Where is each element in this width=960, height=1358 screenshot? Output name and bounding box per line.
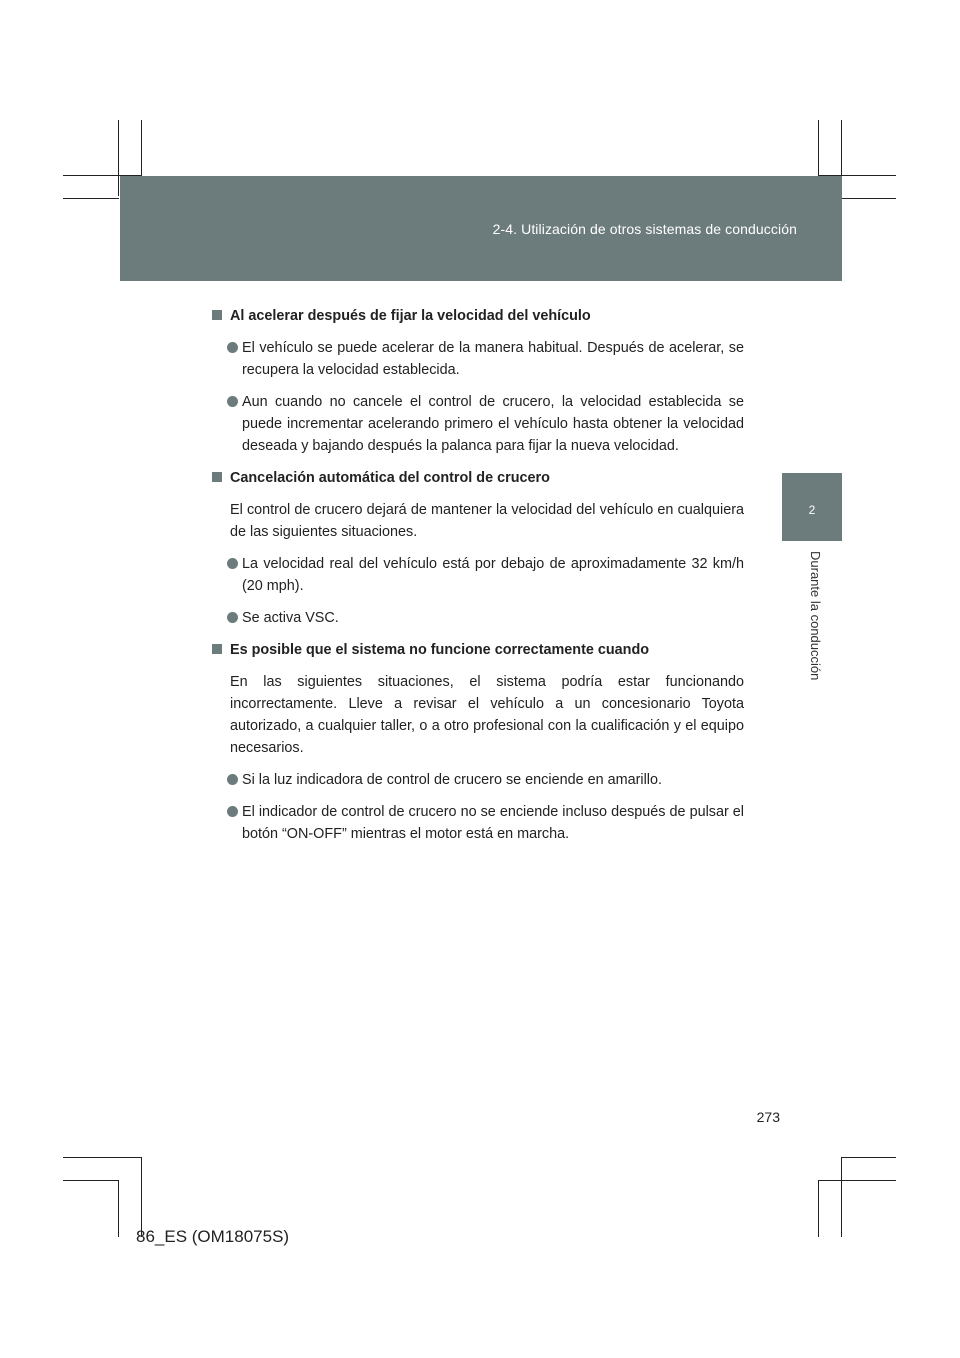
section-title: 2-4. Utilización de otros sistemas de conducción xyxy=(492,221,797,237)
list-item xyxy=(212,607,744,629)
list-item xyxy=(212,391,744,457)
circle-bullet-icon xyxy=(227,774,238,785)
section-heading xyxy=(212,305,744,327)
circle-bullet-icon xyxy=(227,612,238,623)
crop-mark xyxy=(63,1157,141,1158)
crop-mark xyxy=(63,1180,119,1181)
square-bullet-icon xyxy=(212,472,222,482)
section-intro: En las siguientes situaciones, el sistema podría estar funcionando incorrectamente. Lleve a revisar el vehículo a un concesionario Toyota autorizado, a cualquier taller, o a otro profesional con la cualificación y el equipo necesarios. xyxy=(230,674,744,756)
circle-bullet-icon xyxy=(227,558,238,569)
circle-bullet-icon xyxy=(227,342,238,353)
page-number: 273 xyxy=(756,1109,780,1125)
list-item-text: El vehículo se puede acelerar de la manera habitual. Después de acelerar, se recupera la velocidad establecida. xyxy=(242,340,744,378)
list-item-text: Se activa VSC. xyxy=(242,610,339,626)
section-heading-text: Al acelerar después de fijar la velocidad del vehículo xyxy=(230,308,591,324)
list-item xyxy=(212,801,744,845)
section-heading xyxy=(212,467,744,489)
header-band xyxy=(120,176,842,281)
crop-mark xyxy=(841,198,896,199)
circle-bullet-icon xyxy=(227,806,238,817)
chapter-label: Durante la conducción xyxy=(808,551,823,681)
list-item xyxy=(212,553,744,597)
circle-bullet-icon xyxy=(227,396,238,407)
list-item-text: Aun cuando no cancele el control de crucero, la velocidad establecida se puede incrementar acelerando primero el vehículo hasta obtener la velocidad deseada y bajando después la palanca para fijar la nueva velocidad. xyxy=(242,394,744,454)
crop-mark xyxy=(818,1180,896,1181)
page-content xyxy=(212,305,744,855)
crop-mark xyxy=(63,198,119,199)
crop-mark xyxy=(118,120,119,196)
list-item xyxy=(212,337,744,381)
crop-mark xyxy=(141,1157,142,1237)
section-heading-text: Cancelación automática del control de crucero xyxy=(230,470,550,486)
crop-mark xyxy=(118,1180,119,1237)
crop-mark xyxy=(818,1180,819,1237)
list-item xyxy=(212,769,744,791)
chapter-tab xyxy=(782,473,842,541)
square-bullet-icon xyxy=(212,644,222,654)
list-item-text: El indicador de control de crucero no se enciende incluso después de pulsar el botón “ON-OFF” mientras el motor está en marcha. xyxy=(242,804,744,842)
chapter-number: 2 xyxy=(808,503,816,517)
crop-mark xyxy=(841,1157,896,1158)
crop-mark xyxy=(841,1157,842,1237)
section-heading-text: Es posible que el sistema no funcione correctamente cuando xyxy=(230,642,650,658)
list-item-text: La velocidad real del vehículo está por debajo de aproximadamente 32 km/h (20 mph). xyxy=(242,556,744,594)
list-item-text: Si la luz indicadora de control de crucero se enciende en amarillo. xyxy=(242,772,662,788)
section-heading xyxy=(212,639,744,661)
section-intro: El control de crucero dejará de mantener la velocidad del vehículo en cualquiera de las siguientes situaciones. xyxy=(230,502,744,540)
document-code: 86_ES (OM18075S) xyxy=(136,1227,290,1246)
square-bullet-icon xyxy=(212,310,222,320)
